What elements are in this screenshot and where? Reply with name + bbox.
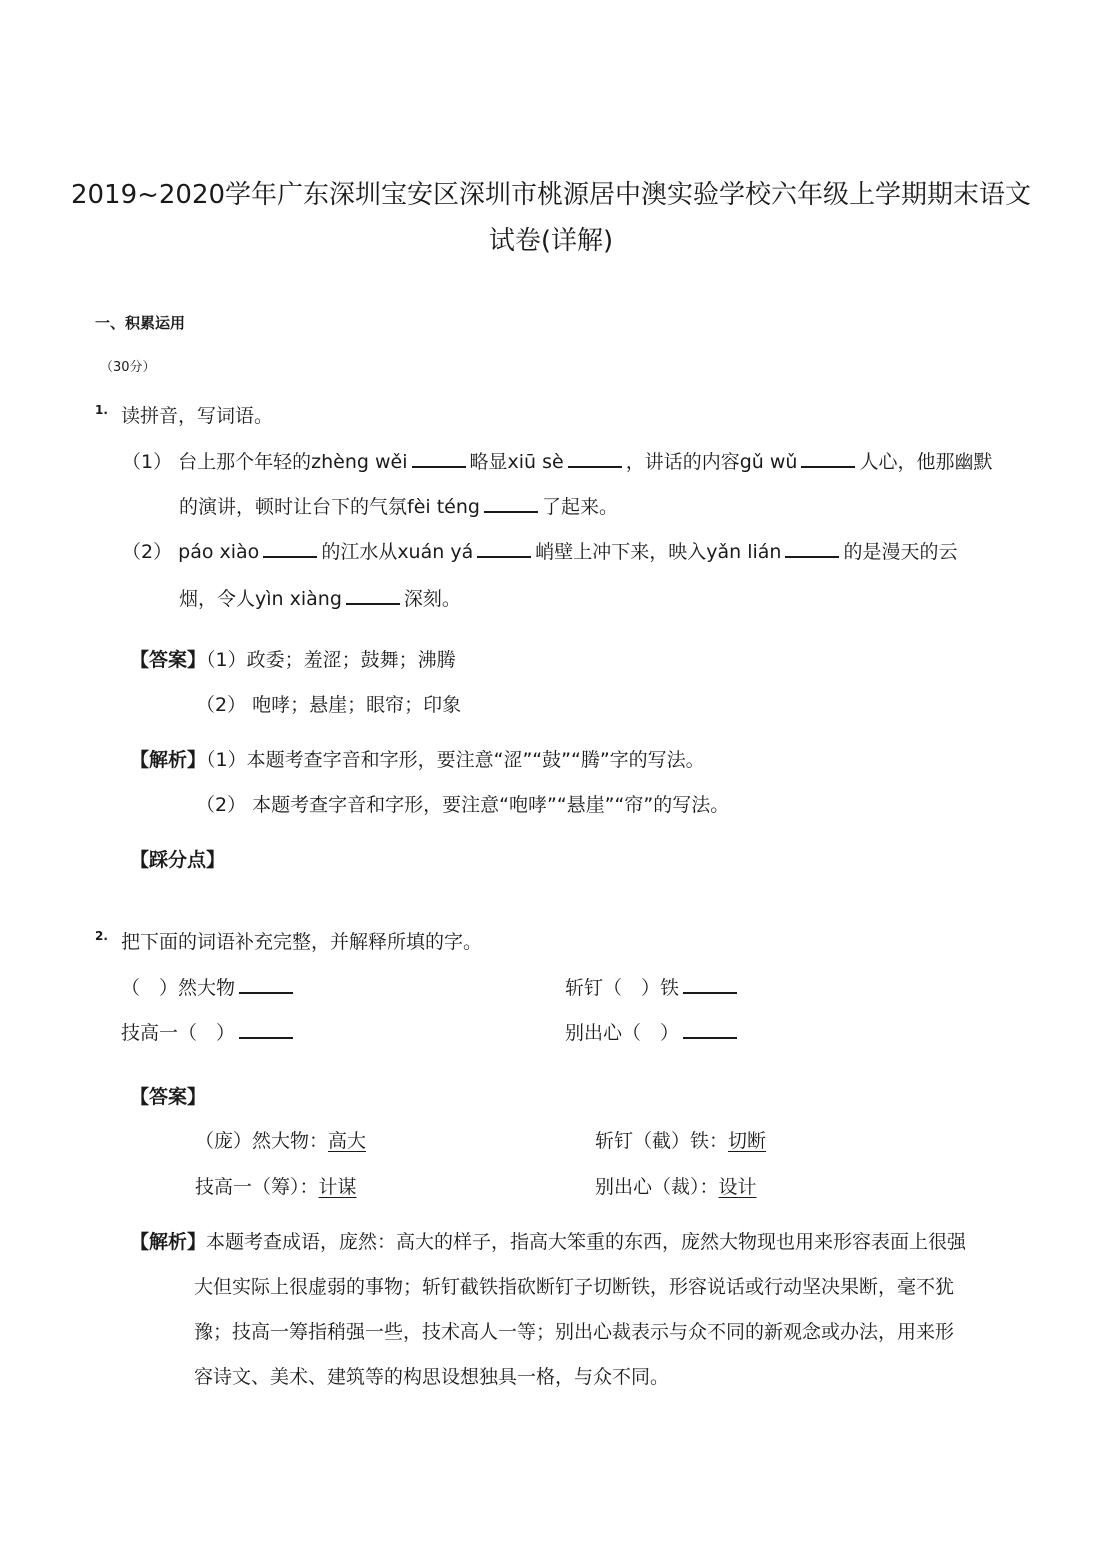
question-2-prompt: 把下面的词语补充完整，并解释所填的字。 — [121, 931, 483, 953]
points-label: 【踩分点】 — [130, 849, 226, 871]
q1-part-1-text-a: 台上那个年轻的zhèng wěi — [178, 451, 408, 473]
q2-analysis-text-1: 本题考查成语，庞然：高大的样子，指高大笨重的东西，庞然大物现也用来形容表面上很强 — [206, 1231, 967, 1253]
q1-part-1-line-2 — [179, 493, 618, 521]
q2-answer-d-text: 别出心（裁）： — [595, 1176, 719, 1198]
q2-item-a — [121, 974, 297, 1002]
q1-part-2-text-c: 峭壁上冲下来，映入yǎn lián — [535, 541, 782, 563]
q1-part-1-index: （1） — [122, 451, 173, 473]
answer-blank — [477, 538, 531, 558]
q1-part-2-line2-b: 深刻。 — [403, 588, 461, 610]
answer-blank — [683, 974, 737, 994]
q1-part-2-line-1 — [122, 538, 957, 566]
answer-label: 【答案】 — [130, 649, 207, 671]
page-title-line-2: 试卷(详解) — [488, 226, 614, 256]
answer-blank — [785, 538, 839, 558]
answer-blank — [683, 1019, 737, 1039]
q2-item-a-text: （ ）然大物 — [121, 977, 236, 999]
question-1-prompt: 读拼音，写词语。 — [121, 405, 274, 427]
q2-answer-label: 【答案】 — [130, 1086, 207, 1108]
q1-part-2-line-2 — [179, 585, 461, 613]
q2-analysis-text-2: 大但实际上很虚弱的事物；斩钉截铁指砍断钉子切断铁，形容说话或行动坚决果断，毫不犹 — [194, 1276, 955, 1298]
q1-part-2-text-b: 的江水从xuán yá — [321, 541, 474, 563]
q1-answer-line-1 — [130, 646, 456, 674]
q2-item-b — [565, 974, 741, 1002]
section-heading: 一、积累运用 — [95, 314, 186, 332]
q1-answer-text-1: （1）政委；羞涩；鼓舞；沸腾 — [206, 649, 456, 671]
q2-answer-c-text: 技高一（筹）： — [195, 1176, 319, 1198]
q2-answer-a-text: （庞）然大物： — [195, 1130, 329, 1152]
q1-part-1-text-c: ，讲话的内容gǔ wǔ — [625, 451, 798, 473]
section-score: （30分） — [100, 360, 156, 375]
q1-part-1-text-b: 略显xiū sè — [469, 451, 564, 473]
answer-blank — [484, 493, 538, 513]
q2-answer-c — [195, 1173, 357, 1201]
q2-answer-b — [595, 1127, 766, 1155]
answer-blank — [568, 448, 622, 468]
q2-item-b-text: 斩钉（ ）铁 — [565, 977, 680, 999]
q2-analysis-line-1 — [130, 1228, 966, 1256]
q2-analysis-text-3: 豫；技高一筹指稍强一些，技术高人一等；别出心裁表示与众不同的新观念或办法，用来形 — [194, 1321, 955, 1343]
q1-part-1-line2-b: 了起来。 — [541, 496, 618, 518]
q2-answer-d — [595, 1173, 757, 1201]
q1-part-2-text-d: 的是漫天的云 — [843, 541, 958, 563]
q1-part-1-line2-a: 的演讲，顿时让台下的气氛fèi téng — [179, 496, 480, 518]
q1-part-1-line-1 — [122, 448, 992, 476]
q1-analysis-text-2: （2） 本题考查字音和字形，要注意“咆哮”“悬崖”“帘”的写法。 — [196, 794, 730, 816]
q2-analysis-text-4: 容诗文、美术、建筑等的构思设想独具一格，与众不同。 — [194, 1366, 670, 1388]
question-1-number: 1. — [95, 403, 108, 417]
q2-item-d-text: 别出心（ ） — [565, 1022, 680, 1044]
q1-part-2-text-a: páo xiào — [178, 541, 260, 563]
q1-analysis-text-1: （1）本题考查字音和字形，要注意“涩”“鼓”“腾”字的写法。 — [206, 749, 705, 771]
answer-blank — [346, 585, 400, 605]
q2-answer-a-value: 高大 — [328, 1130, 367, 1152]
q1-answer-text-2: （2） 咆哮；悬崖；眼帘；印象 — [196, 694, 462, 716]
answer-blank — [801, 448, 855, 468]
page-title-line-1: 2019~2020学年广东深圳宝安区深圳市桃源居中澳实验学校六年级上学期期末语文 — [70, 180, 1032, 210]
analysis-label: 【解析】 — [130, 1231, 207, 1253]
q2-answer-d-value: 设计 — [718, 1176, 757, 1198]
q2-answer-c-value: 计谋 — [318, 1176, 357, 1198]
answer-blank — [263, 538, 317, 558]
q2-answer-b-text: 斩钉（截）铁： — [595, 1130, 729, 1152]
q2-answer-a — [195, 1127, 366, 1155]
q1-analysis-line-1 — [130, 746, 705, 774]
answer-blank — [239, 1019, 293, 1039]
q1-part-2-line2-a: 烟，令人yìn xiàng — [179, 588, 342, 610]
q2-answer-b-value: 切断 — [728, 1130, 767, 1152]
q2-item-d — [565, 1019, 741, 1047]
answer-blank — [412, 448, 466, 468]
q2-item-c-text: 技高一（ ） — [121, 1022, 236, 1044]
q1-part-2-index: （2） — [122, 541, 173, 563]
q2-item-c — [121, 1019, 297, 1047]
question-2-number: 2. — [95, 929, 108, 943]
analysis-label: 【解析】 — [130, 749, 207, 771]
answer-blank — [239, 974, 293, 994]
q1-part-1-text-d: 人心，他那幽默 — [859, 451, 993, 473]
